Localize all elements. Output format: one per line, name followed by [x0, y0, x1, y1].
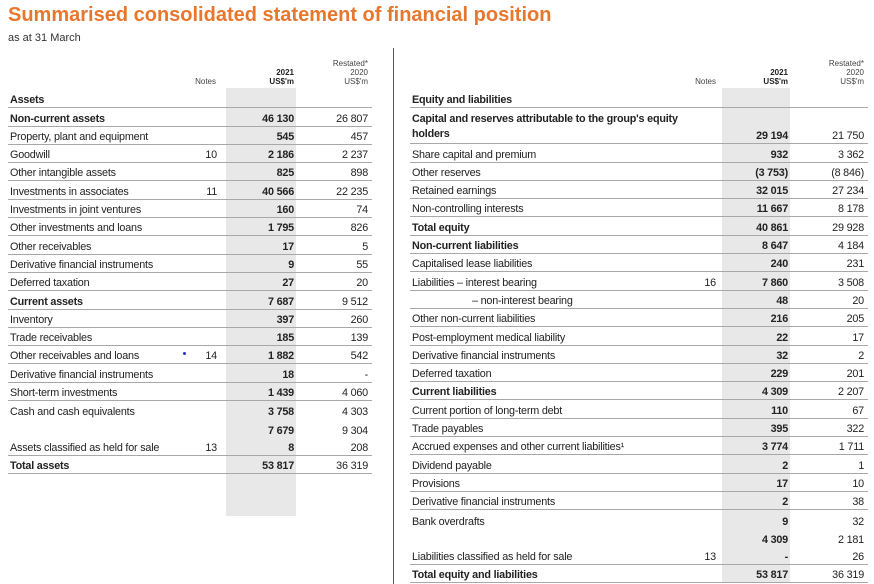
row-label: Non-current assets	[10, 112, 105, 125]
row-label: Derivative financial instruments	[412, 349, 556, 362]
row-current-value: 2 186	[267, 149, 294, 162]
table-row	[8, 419, 372, 437]
row-prior-value: 4 303	[341, 406, 368, 419]
row-notes: 14	[205, 350, 217, 363]
row-label: Deferred taxation	[10, 277, 90, 290]
table-row	[410, 236, 868, 254]
notes-header: Notes	[695, 77, 716, 86]
row-notes: 13	[205, 441, 217, 454]
table-row	[410, 547, 868, 565]
row-label: Liabilities classified as held for sale	[412, 551, 573, 564]
table-row	[410, 291, 868, 309]
table-row	[410, 492, 868, 510]
assets-rows	[8, 90, 372, 474]
prior-year-restated: Restated*	[332, 59, 368, 68]
row-current-value: 216	[770, 313, 788, 326]
row-label: Other receivables	[10, 240, 92, 253]
row-notes: 10	[205, 149, 217, 162]
row-prior-value: 1	[858, 459, 864, 472]
table-row	[8, 291, 372, 309]
prior-year-unit: US$'m	[840, 77, 864, 86]
equity-liabilities-table	[410, 46, 868, 583]
row-label: Assets classified as held for sale	[10, 441, 160, 454]
table-row	[8, 200, 372, 218]
statement-title: Summarised consolidated statement of financial position	[8, 4, 552, 26]
row-current-value: 7 860	[761, 276, 788, 289]
table-row	[410, 419, 868, 437]
table-row	[8, 108, 372, 126]
row-current-value: 53 817	[262, 460, 294, 473]
table-row	[410, 163, 868, 181]
row-current-value: 29 194	[756, 130, 788, 143]
table-row	[410, 400, 868, 418]
row-label: Deferred taxation	[412, 368, 492, 381]
table-row	[8, 438, 372, 456]
row-current-value: 32	[776, 349, 788, 362]
statement-subtitle: as at 31 March	[8, 32, 81, 44]
row-current-value: 4 309	[761, 386, 788, 399]
row-current-value: 397	[276, 313, 294, 326]
row-prior-value: 20	[356, 277, 368, 290]
table-row	[410, 474, 868, 492]
prior-year-restated: Restated*	[828, 59, 864, 68]
row-label: Non-controlling interests	[412, 203, 524, 216]
row-label: Capital and reserves attributable to the group's equity holders	[412, 113, 678, 141]
row-current-value: 11 667	[756, 203, 788, 216]
prior-year-label: 2020	[846, 68, 864, 77]
row-current-value: 229	[770, 368, 788, 381]
table-row	[410, 346, 868, 364]
row-label: Current liabilities	[412, 386, 497, 399]
row-prior-value: 10	[852, 477, 864, 490]
table-row	[8, 236, 372, 254]
current-year-header	[722, 68, 788, 86]
table-row	[8, 163, 372, 181]
row-prior-value: 20	[852, 294, 864, 307]
row-prior-value: 8 178	[837, 203, 864, 216]
row-label: Derivative financial instruments	[10, 258, 154, 271]
current-year-header	[226, 68, 294, 86]
table-row	[8, 181, 372, 199]
table-row	[8, 456, 372, 474]
row-label: Property, plant and equipment	[10, 130, 149, 143]
row-prior-value: 826	[350, 222, 368, 235]
equity-table-header	[410, 46, 868, 90]
row-label: Trade receivables	[10, 332, 93, 345]
table-row	[8, 346, 372, 364]
table-row	[410, 382, 868, 400]
row-current-value: 40 566	[262, 185, 294, 198]
row-prior-value: 3 508	[837, 276, 864, 289]
row-prior-value: 26 807	[336, 112, 368, 125]
row-current-value: 1 795	[267, 222, 294, 235]
table-row	[8, 383, 372, 401]
table-row	[410, 364, 868, 382]
table-row	[8, 90, 372, 108]
table-row	[410, 510, 868, 528]
row-label: Accrued expenses and other current liabilities¹	[412, 441, 625, 454]
row-label: Derivative financial instruments	[412, 496, 556, 509]
row-current-value: 7 679	[267, 424, 294, 437]
table-row	[410, 327, 868, 345]
row-prior-value: 205	[846, 313, 864, 326]
prior-year-header	[794, 59, 864, 86]
row-prior-value: 2 207	[837, 386, 864, 399]
row-label: Post-employment medical liability	[412, 331, 566, 344]
table-row	[8, 328, 372, 346]
row-label: Non-current liabilities	[412, 240, 519, 253]
row-notes: 11	[206, 185, 217, 198]
row-label: Trade payables	[412, 423, 484, 436]
row-prior-value: 208	[350, 441, 368, 454]
row-prior-value: 3 362	[837, 148, 864, 161]
row-current-value: 2	[782, 496, 788, 509]
row-label: Current assets	[10, 295, 83, 308]
row-current-value: 18	[282, 368, 294, 381]
row-label: Investments in associates	[10, 185, 129, 198]
row-current-value: 32 015	[756, 185, 788, 198]
current-year-label: 2021	[276, 68, 294, 77]
assets-table	[8, 46, 372, 474]
row-current-value: 9	[288, 258, 294, 271]
row-prior-value: 36 319	[336, 460, 368, 473]
row-current-value: 48	[776, 294, 788, 307]
row-prior-value: 67	[852, 404, 864, 417]
row-current-value: 40 861	[756, 221, 788, 234]
row-notes: 13	[704, 551, 716, 564]
row-current-value: 27	[282, 277, 294, 290]
table-row	[410, 108, 868, 144]
row-label: Assets	[10, 94, 45, 107]
row-label: Equity and liabilities	[412, 94, 512, 107]
row-current-value: 3 774	[761, 441, 788, 454]
row-current-value: 160	[276, 204, 294, 217]
row-label: Total equity	[412, 221, 470, 234]
row-prior-value: 201	[846, 368, 864, 381]
row-prior-value: 32	[852, 515, 864, 528]
row-label: Inventory	[10, 313, 53, 326]
table-row	[8, 255, 372, 273]
row-prior-value: 9 304	[341, 424, 368, 437]
table-row	[8, 310, 372, 328]
row-prior-value: 322	[846, 423, 864, 436]
row-current-value: 1 882	[267, 350, 294, 363]
row-current-value: 240	[770, 258, 788, 271]
table-row	[410, 217, 868, 235]
row-label: Provisions	[412, 477, 460, 490]
row-label: Liabilities – interest bearing	[412, 276, 537, 289]
row-prior-value: 139	[350, 332, 368, 345]
row-prior-value: 260	[350, 313, 368, 326]
row-current-value: 17	[776, 477, 788, 490]
current-year-unit: US$'m	[763, 77, 788, 86]
row-label: Other investments and loans	[10, 222, 143, 235]
row-label: Other intangible assets	[10, 167, 116, 180]
table-row	[8, 401, 372, 419]
row-label: Derivative financial instruments	[10, 368, 154, 381]
row-label: Capitalised lease liabilities	[412, 258, 533, 271]
row-label: Retained earnings	[412, 185, 497, 198]
row-prior-value: 9 512	[341, 295, 368, 308]
table-row	[8, 127, 372, 145]
row-label: Investments in joint ventures	[10, 204, 142, 217]
row-label: Cash and cash equivalents	[10, 406, 135, 419]
row-prior-value: 22 235	[336, 185, 368, 198]
table-row	[8, 273, 372, 291]
row-label: Other reserves	[412, 166, 481, 179]
row-current-value: 22	[776, 331, 788, 344]
row-current-value: 53 817	[756, 569, 788, 582]
row-prior-value: 1 711	[838, 441, 864, 454]
row-prior-value: 457	[350, 130, 368, 143]
row-label: Total assets	[10, 460, 70, 473]
row-prior-value: 17	[852, 331, 864, 344]
table-row	[410, 272, 868, 290]
row-current-value: 7 687	[267, 295, 294, 308]
table-row	[8, 218, 372, 236]
row-current-value: 9	[782, 515, 788, 528]
row-label: Other non-current liabilities	[412, 313, 536, 326]
row-prior-value: 2 181	[837, 533, 864, 546]
row-prior-value: 231	[846, 258, 864, 271]
row-prior-value: 55	[356, 258, 368, 271]
column-divider	[393, 48, 394, 584]
row-notes: 16	[704, 276, 716, 289]
row-label: Total equity and liabilities	[412, 569, 538, 582]
table-row	[410, 437, 868, 455]
row-current-value: 46 130	[262, 112, 294, 125]
row-prior-value: 2 237	[341, 149, 368, 162]
row-prior-value: 74	[356, 204, 368, 217]
row-prior-value: 29 928	[832, 221, 864, 234]
marker-dot-icon	[183, 352, 186, 355]
row-prior-value: 38	[852, 496, 864, 509]
prior-year-unit: US$'m	[344, 77, 368, 86]
row-label: Bank overdrafts	[412, 515, 485, 528]
row-current-value: 8 647	[761, 240, 788, 253]
assets-table-header	[8, 46, 372, 90]
row-label: Dividend payable	[412, 459, 492, 472]
row-label: – non-interest bearing	[472, 294, 573, 307]
table-row	[410, 181, 868, 199]
row-current-value: (3 753)	[755, 166, 788, 179]
table-row	[410, 565, 868, 583]
table-row	[8, 364, 372, 382]
row-current-value: 4 309	[761, 533, 788, 546]
table-row	[410, 254, 868, 272]
row-label: Goodwill	[10, 149, 50, 162]
row-prior-value: 21 750	[832, 130, 864, 143]
current-year-label: 2021	[770, 68, 788, 77]
table-row	[8, 145, 372, 163]
row-current-value: 2	[782, 459, 788, 472]
table-row	[410, 90, 868, 108]
row-label: Short-term investments	[10, 387, 118, 400]
row-current-value: 185	[276, 332, 294, 345]
table-row	[410, 144, 868, 162]
row-prior-value: 898	[350, 167, 368, 180]
prior-year-header	[300, 59, 368, 86]
row-current-value: 825	[276, 167, 294, 180]
row-current-value: 395	[770, 423, 788, 436]
row-current-value: 3 758	[267, 406, 294, 419]
table-row	[410, 455, 868, 473]
row-prior-value: 27 234	[832, 185, 864, 198]
row-prior-value: 542	[350, 350, 368, 363]
row-prior-value: 26	[852, 551, 864, 564]
row-prior-value: 4 184	[837, 240, 864, 253]
prior-year-label: 2020	[350, 68, 368, 77]
row-current-value: 1 439	[267, 387, 294, 400]
notes-header: Notes	[195, 77, 216, 86]
row-prior-value: 36 319	[832, 569, 864, 582]
row-current-value: -	[784, 551, 788, 564]
row-label: Other receivables and loans	[10, 350, 140, 363]
row-current-value: 110	[771, 404, 788, 417]
row-prior-value: (8 846)	[831, 166, 864, 179]
row-prior-value: 2	[858, 349, 864, 362]
row-current-value: 8	[288, 441, 294, 454]
table-row	[410, 309, 868, 327]
row-prior-value: 5	[362, 240, 368, 253]
row-label: Share capital and premium	[412, 148, 537, 161]
row-prior-value: -	[364, 368, 368, 381]
table-row	[410, 199, 868, 217]
current-year-unit: US$'m	[269, 77, 294, 86]
row-prior-value: 4 060	[341, 387, 368, 400]
row-label: Current portion of long-term debt	[412, 404, 563, 417]
equity-liabilities-rows	[410, 90, 868, 583]
row-current-value: 932	[770, 148, 788, 161]
table-row	[410, 529, 868, 547]
row-current-value: 17	[282, 240, 294, 253]
row-current-value: 545	[276, 130, 294, 143]
